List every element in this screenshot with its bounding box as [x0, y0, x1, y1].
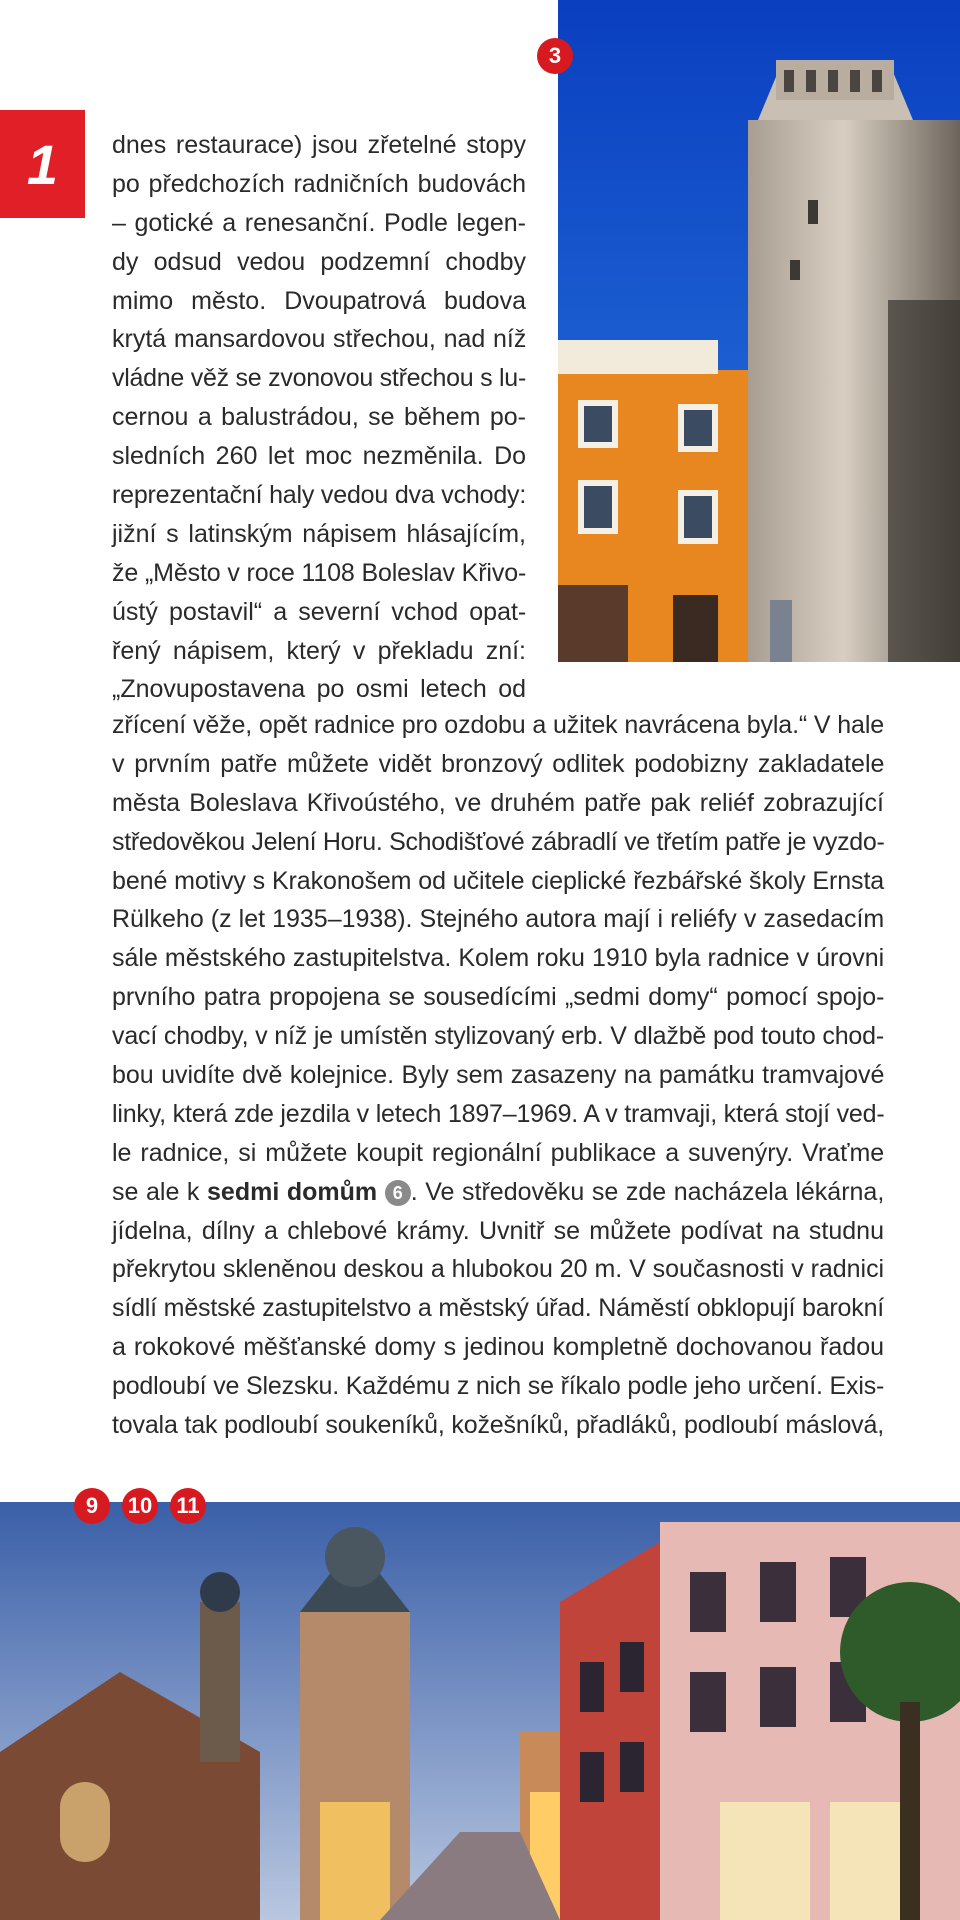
text-line: linky, která zde jezdila v letech 1897–1969. A v tramvaji, která stojí ved-: [112, 1099, 885, 1128]
text-line: dy odsud vedou podzemní chodby: [112, 247, 526, 276]
text-line: vládne věž se zvonovou střechou s lu-: [112, 364, 526, 393]
photo-marker-10: 10: [122, 1488, 158, 1524]
text-line: cernou a balustrádou, se během po-: [112, 403, 526, 432]
text-line: reprezentační haly vedou dva vchody:: [112, 481, 527, 510]
text-line: tovala tak podloubí soukeníků, kožešníků, přadláků, podloubí máslová,: [112, 1411, 884, 1440]
text-line: po předchozích radničních budovách: [112, 169, 526, 198]
text-line: řený nápisem, který v překladu zní:: [112, 636, 526, 665]
text-line: krytá mansardovou střechou, nad níž: [112, 325, 527, 354]
text-line: prvního patra propojena se sousedícími „sedmi domy“ pomocí spojo-: [112, 983, 885, 1012]
text-line: vací chodby, v níž je umístěn stylizovaný erb. V dlažbě pod touto chod-: [112, 1022, 884, 1051]
text-line: dnes restaurace) jsou zřetelné stopy: [112, 131, 526, 159]
inline-marker-6: 6: [385, 1180, 411, 1206]
text-line: – gotické a renesanční. Podle legen-: [112, 208, 526, 237]
text-line: le radnice, si můžete koupit regionální publikace a suvenýry. Vraťme: [112, 1138, 885, 1167]
street-photo: [0, 1502, 960, 1920]
text-line: jídelna, dílny a chlebové krámy. Uvnitř se můžete podívat na studnu: [112, 1216, 884, 1245]
text-line: že „Město v roce 1108 Boleslav Křivo-: [112, 558, 527, 587]
text-line: města Boleslava Křivoústého, ve druhém patře pak reliéf zobrazující: [112, 788, 884, 817]
text-fragment: se ale k: [112, 1177, 208, 1206]
text-line: překrytou skleněnou deskou a hlubokou 20 m. V současnosti v radnici: [112, 1255, 885, 1284]
photo-marker-3: 3: [537, 38, 573, 74]
text-line: podloubí ve Slezsku. Každému z nich se říkalo podle jeho určení. Exis-: [112, 1372, 885, 1401]
text-line: sídlí městské zastupitelstvo a městský úřad. Náměstí obklopují barokní: [112, 1294, 885, 1323]
text-line: v prvním patře můžete vidět bronzový odlitek podobizny zakladatele: [112, 749, 885, 778]
text-line: Rülkeho (z let 1935–1938). Stejného autora mají i reliéfy v zasedacím: [112, 905, 885, 934]
text-line: sále městského zastupitelstva. Kolem roku 1910 byla radnice v úrovni: [112, 944, 885, 973]
text-line: středověkou Jelení Horu. Schodišťové zábradlí ve třetím patře je vyzdo-: [112, 827, 885, 856]
photo-marker-9: 9: [74, 1488, 110, 1524]
article-text-narrow: [112, 126, 526, 709]
text-line: jižní s latinským nápisem hlásajícím,: [112, 519, 526, 548]
text-line: sledních 260 let moc nezměnila. Do: [112, 442, 527, 471]
text-line-special: [112, 1173, 884, 1212]
text-line: a rokokové měšťanské domy s jedinou kompletně dochovanou řadou: [112, 1333, 885, 1362]
text-line: „Znovupostavena po osmi letech od: [112, 675, 527, 704]
chapter-number-tab: 1: [0, 110, 85, 218]
text-line: zřícení věže, opět radnice pro ozdobu a užitek navrácena byla.“ V hale: [112, 711, 885, 739]
text-line: bené motivy s Krakonošem od učitele cieplické řezbářské školy Ernsta: [112, 866, 885, 895]
bold-term: sedmi domům: [207, 1177, 378, 1206]
text-line: bou uvidíte dvě kolejnice. Byly sem zasazeny na památku tramvajové: [112, 1061, 885, 1090]
article-text-wide: [112, 706, 884, 1445]
text-fragment: . Ve středověku se zde nacházela lékárna,: [410, 1177, 885, 1206]
tower-photo: [558, 0, 960, 662]
photo-marker-11: 11: [170, 1488, 206, 1524]
text-line: ústý postavil“ a severní vchod opat-: [112, 597, 527, 626]
text-line: mimo město. Dvoupatrová budova: [112, 286, 526, 315]
